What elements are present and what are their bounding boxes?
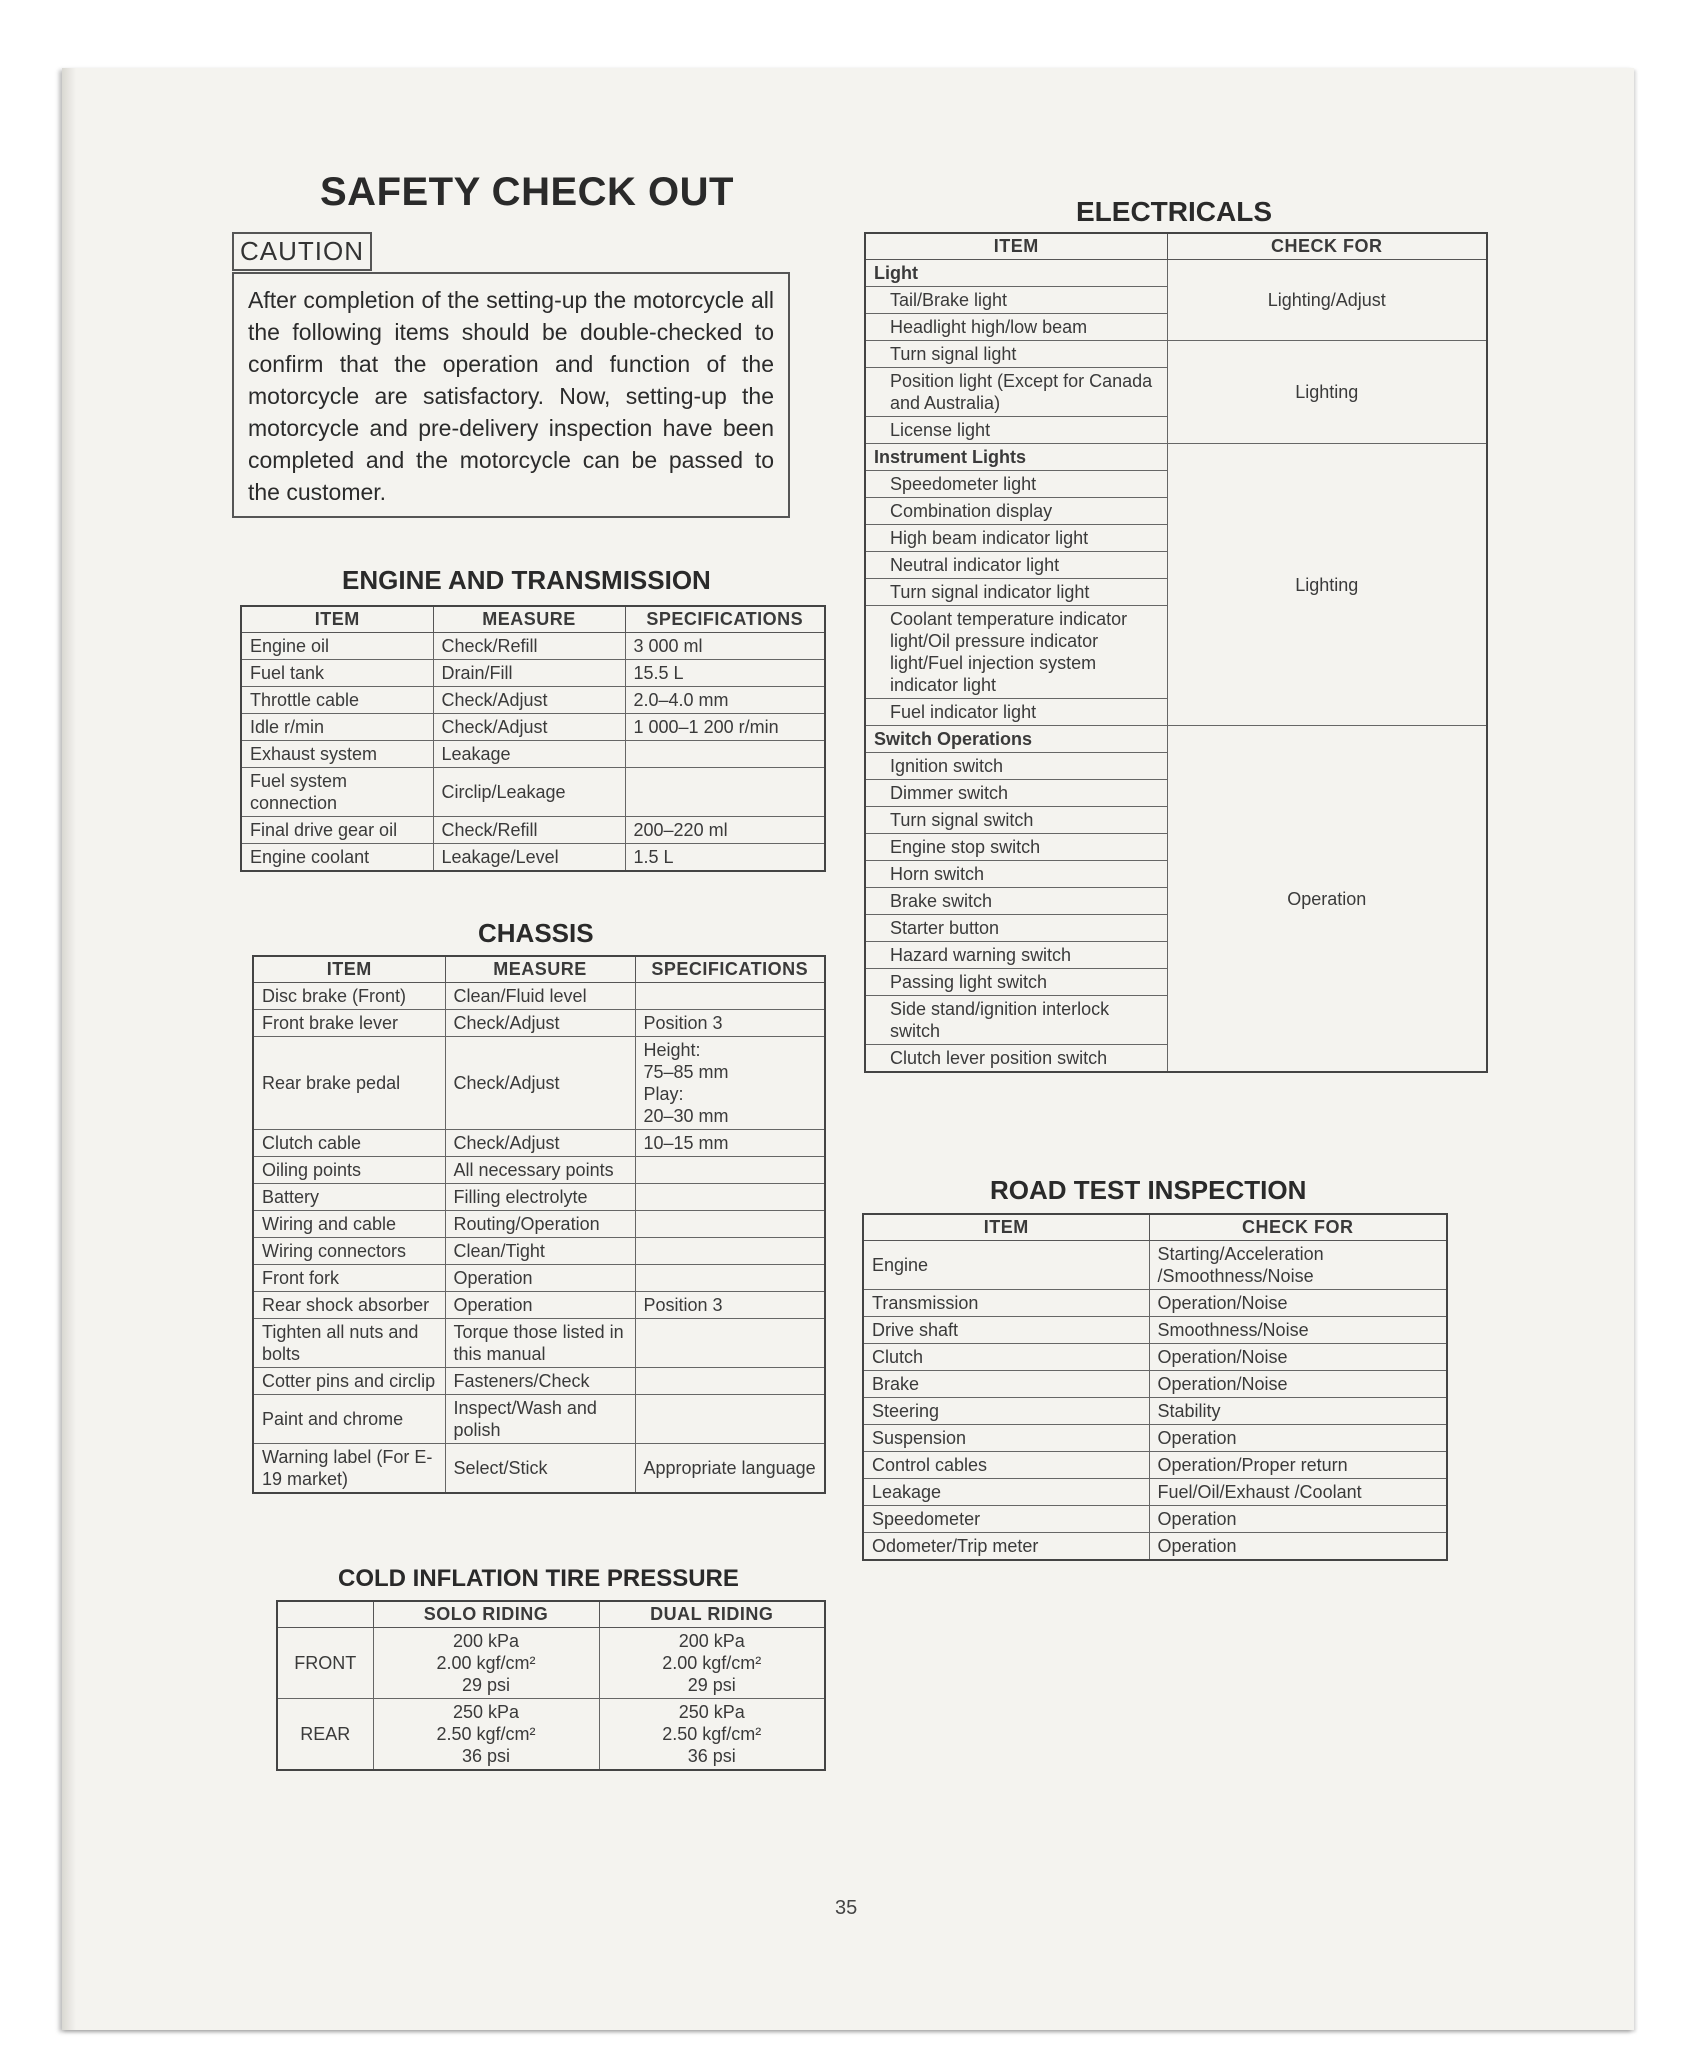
table-row (253, 1444, 825, 1494)
road-cell: Brake (863, 1371, 1149, 1398)
chassis-cell: Wiring connectors (253, 1238, 445, 1265)
caution-label: CAUTION (232, 232, 372, 271)
engine-cell: Drain/Fill (433, 660, 625, 687)
road-cell: Operation (1149, 1506, 1447, 1533)
chassis-cell (635, 1211, 825, 1238)
table-row (253, 1037, 825, 1130)
electricals-header-check: CHECK FOR (1167, 233, 1487, 260)
chassis-cell: Appropriate language (635, 1444, 825, 1494)
table-row (277, 1699, 825, 1771)
table-row (253, 1238, 825, 1265)
engine-cell: Leakage/Level (433, 844, 625, 872)
engine-cell: 1.5 L (625, 844, 825, 872)
road-cell: Suspension (863, 1425, 1149, 1452)
road-cell: Clutch (863, 1344, 1149, 1371)
engine-cell: Fuel system connection (241, 768, 433, 817)
road-header-1: CHECK FOR (1149, 1214, 1447, 1241)
electricals-item: Dimmer switch (865, 780, 1167, 807)
table-row (253, 1184, 825, 1211)
road-cell: Fuel/Oil/Exhaust /Coolant (1149, 1479, 1447, 1506)
electricals-header-item: ITEM (865, 233, 1167, 260)
engine-header-0: ITEM (241, 606, 433, 633)
table-row (863, 1371, 1447, 1398)
chassis-cell: Fasteners/Check (445, 1368, 635, 1395)
table-row (865, 444, 1487, 471)
engine-cell: Throttle cable (241, 687, 433, 714)
engine-cell: 200–220 ml (625, 817, 825, 844)
table-row (253, 1265, 825, 1292)
table-row (863, 1452, 1447, 1479)
chassis-cell: Clutch cable (253, 1130, 445, 1157)
electricals-item: Combination display (865, 498, 1167, 525)
chassis-cell: Check/Adjust (445, 1010, 635, 1037)
electricals-item: Position light (Except for Canada and Australia) (865, 368, 1167, 417)
table-row (865, 726, 1487, 753)
engine-cell: Check/Adjust (433, 714, 625, 741)
engine-cell: Engine oil (241, 633, 433, 660)
engine-table (240, 605, 826, 872)
engine-cell: Final drive gear oil (241, 817, 433, 844)
electricals-check-for: Lighting/Adjust (1167, 260, 1487, 341)
chassis-cell (635, 1319, 825, 1368)
table-row (865, 341, 1487, 368)
engine-cell: Idle r/min (241, 714, 433, 741)
road-header-row (863, 1214, 1447, 1241)
road-cell: Control cables (863, 1452, 1149, 1479)
electricals-item: Brake switch (865, 888, 1167, 915)
table-row (253, 1130, 825, 1157)
chassis-cell (635, 1238, 825, 1265)
table-row (863, 1533, 1447, 1561)
electricals-item: Starter button (865, 915, 1167, 942)
chassis-cell (635, 1368, 825, 1395)
engine-heading: ENGINE AND TRANSMISSION (342, 565, 711, 595)
chassis-cell: Filling electrolyte (445, 1184, 635, 1211)
electricals-group-label: Light (865, 260, 1167, 287)
chassis-cell: Warning label (For E-19 market) (253, 1444, 445, 1494)
road-test-heading: ROAD TEST INSPECTION (990, 1175, 1307, 1205)
road-cell: Odometer/Trip meter (863, 1533, 1149, 1561)
electricals-heading: ELECTRICALS (1076, 196, 1272, 227)
chassis-cell: Oiling points (253, 1157, 445, 1184)
chassis-cell: Paint and chrome (253, 1395, 445, 1444)
electricals-item: Turn signal switch (865, 807, 1167, 834)
chassis-cell: Height: 75–85 mm Play: 20–30 mm (635, 1037, 825, 1130)
engine-cell: Leakage (433, 741, 625, 768)
electricals-item: Neutral indicator light (865, 552, 1167, 579)
electricals-item: Clutch lever position switch (865, 1045, 1167, 1073)
electricals-item: Ignition switch (865, 753, 1167, 780)
page-title: SAFETY CHECK OUT (320, 170, 734, 214)
engine-header-2: SPECIFICATIONS (625, 606, 825, 633)
page-number: 35 (835, 1897, 858, 1919)
engine-cell: 2.0–4.0 mm (625, 687, 825, 714)
road-cell: Operation/Proper return (1149, 1452, 1447, 1479)
table-row (241, 633, 825, 660)
table-row (241, 687, 825, 714)
chassis-cell: Operation (445, 1265, 635, 1292)
chassis-header-0: ITEM (253, 956, 445, 983)
table-row (253, 1010, 825, 1037)
electricals-item: Tail/Brake light (865, 287, 1167, 314)
chassis-cell: Tighten all nuts and bolts (253, 1319, 445, 1368)
electricals-item: Passing light switch (865, 969, 1167, 996)
engine-cell: Exhaust system (241, 741, 433, 768)
electricals-item: License light (865, 417, 1167, 444)
table-row (865, 260, 1487, 287)
road-cell: Operation/Noise (1149, 1371, 1447, 1398)
table-row (253, 1292, 825, 1319)
electricals-check-for: Lighting (1167, 341, 1487, 444)
engine-cell (625, 741, 825, 768)
chassis-cell (635, 1184, 825, 1211)
electricals-group-label: Instrument Lights (865, 444, 1167, 471)
chassis-cell: Rear shock absorber (253, 1292, 445, 1319)
tire-header-0 (277, 1601, 373, 1628)
road-cell: Leakage (863, 1479, 1149, 1506)
engine-cell: Circlip/Leakage (433, 768, 625, 817)
table-row (863, 1317, 1447, 1344)
electricals-item: Coolant temperature indicator light/Oil pressure indicator light/Fuel injection system indicator light (865, 606, 1167, 699)
engine-cell: 3 000 ml (625, 633, 825, 660)
electricals-check-for: Lighting (1167, 444, 1487, 726)
electricals-item: Fuel indicator light (865, 699, 1167, 726)
chassis-cell: Torque those listed in this manual (445, 1319, 635, 1368)
tire-pressure-table (276, 1600, 826, 1771)
chassis-cell: Cotter pins and circlip (253, 1368, 445, 1395)
chassis-cell: Select/Stick (445, 1444, 635, 1494)
table-row (863, 1344, 1447, 1371)
electricals-item: Turn signal light (865, 341, 1167, 368)
chassis-cell: Rear brake pedal (253, 1037, 445, 1130)
chassis-cell: Front fork (253, 1265, 445, 1292)
road-cell: Engine (863, 1241, 1149, 1290)
chassis-cell: Position 3 (635, 1292, 825, 1319)
tire-header-row (277, 1601, 825, 1628)
electricals-item: Speedometer light (865, 471, 1167, 498)
electricals-item: Hazard warning switch (865, 942, 1167, 969)
chassis-cell (635, 1395, 825, 1444)
chassis-cell: Clean/Fluid level (445, 983, 635, 1010)
table-row (241, 741, 825, 768)
road-cell: Drive shaft (863, 1317, 1149, 1344)
electricals-group-label: Switch Operations (865, 726, 1167, 753)
engine-cell: Engine coolant (241, 844, 433, 872)
engine-cell: 15.5 L (625, 660, 825, 687)
chassis-cell: Check/Adjust (445, 1130, 635, 1157)
table-row (253, 1368, 825, 1395)
road-cell: Stability (1149, 1398, 1447, 1425)
electricals-table (864, 232, 1488, 1073)
table-row (253, 983, 825, 1010)
chassis-cell: Disc brake (Front) (253, 983, 445, 1010)
chassis-cell: Routing/Operation (445, 1211, 635, 1238)
tire-heading: COLD INFLATION TIRE PRESSURE (338, 1565, 739, 1592)
road-cell: Transmission (863, 1290, 1149, 1317)
electricals-item: High beam indicator light (865, 525, 1167, 552)
table-row (863, 1479, 1447, 1506)
tire-cell: FRONT (277, 1628, 373, 1699)
tire-header-2: DUAL RIDING (599, 1601, 825, 1628)
tire-cell: REAR (277, 1699, 373, 1771)
electricals-item: Engine stop switch (865, 834, 1167, 861)
chassis-cell: Check/Adjust (445, 1037, 635, 1130)
engine-header-row (241, 606, 825, 633)
table-row (241, 714, 825, 741)
table-row (863, 1506, 1447, 1533)
road-cell: Steering (863, 1398, 1149, 1425)
chassis-cell (635, 1265, 825, 1292)
road-test-table (862, 1213, 1448, 1561)
chassis-cell: Inspect/Wash and polish (445, 1395, 635, 1444)
tire-cell: 200 kPa 2.00 kgf/cm² 29 psi (599, 1628, 825, 1699)
electricals-item: Side stand/ignition interlock switch (865, 996, 1167, 1045)
table-row (241, 660, 825, 687)
road-cell: Operation (1149, 1533, 1447, 1561)
chassis-cell: Wiring and cable (253, 1211, 445, 1238)
chassis-header-2: SPECIFICATIONS (635, 956, 825, 983)
chassis-cell (635, 983, 825, 1010)
table-row (253, 1211, 825, 1238)
chassis-cell: Battery (253, 1184, 445, 1211)
tire-header-1: SOLO RIDING (373, 1601, 599, 1628)
table-row (863, 1425, 1447, 1452)
road-cell: Operation/Noise (1149, 1344, 1447, 1371)
chassis-cell: All necessary points (445, 1157, 635, 1184)
tire-cell: 250 kPa 2.50 kgf/cm² 36 psi (373, 1699, 599, 1771)
table-row (253, 1157, 825, 1184)
road-header-0: ITEM (863, 1214, 1149, 1241)
engine-cell: Check/Adjust (433, 687, 625, 714)
chassis-table (252, 955, 826, 1494)
chassis-heading: CHASSIS (478, 918, 594, 948)
chassis-header-row (253, 956, 825, 983)
chassis-cell: Front brake lever (253, 1010, 445, 1037)
engine-cell (625, 768, 825, 817)
page-edge-shadow (62, 68, 76, 2030)
chassis-cell (635, 1157, 825, 1184)
table-row (863, 1241, 1447, 1290)
road-cell: Operation (1149, 1425, 1447, 1452)
table-row (863, 1398, 1447, 1425)
engine-cell: Check/Refill (433, 633, 625, 660)
electricals-item: Horn switch (865, 861, 1167, 888)
table-row (241, 768, 825, 817)
engine-cell: 1 000–1 200 r/min (625, 714, 825, 741)
chassis-cell: Clean/Tight (445, 1238, 635, 1265)
engine-cell: Fuel tank (241, 660, 433, 687)
electricals-check-for: Operation (1167, 726, 1487, 1073)
table-row (277, 1628, 825, 1699)
chassis-header-1: MEASURE (445, 956, 635, 983)
road-cell: Smoothness/Noise (1149, 1317, 1447, 1344)
table-row (241, 817, 825, 844)
caution-text: After completion of the setting-up the motorcycle all the following items should be double-checked to confirm that the operation and function of the motorcycle are satisfactory. Now, setting-up the motorcycle and pre-delivery inspection have been completed and the motorcycle can be passed to the customer. (232, 272, 790, 518)
chassis-cell: Operation (445, 1292, 635, 1319)
electricals-item: Turn signal indicator light (865, 579, 1167, 606)
chassis-cell: 10–15 mm (635, 1130, 825, 1157)
road-cell: Starting/Acceleration /Smoothness/Noise (1149, 1241, 1447, 1290)
electricals-item: Headlight high/low beam (865, 314, 1167, 341)
engine-header-1: MEASURE (433, 606, 625, 633)
tire-cell: 200 kPa 2.00 kgf/cm² 29 psi (373, 1628, 599, 1699)
engine-cell: Check/Refill (433, 817, 625, 844)
table-row (241, 844, 825, 872)
chassis-cell: Position 3 (635, 1010, 825, 1037)
tire-cell: 250 kPa 2.50 kgf/cm² 36 psi (599, 1699, 825, 1771)
table-row (253, 1395, 825, 1444)
road-cell: Speedometer (863, 1506, 1149, 1533)
table-row (863, 1290, 1447, 1317)
table-row (253, 1319, 825, 1368)
road-cell: Operation/Noise (1149, 1290, 1447, 1317)
